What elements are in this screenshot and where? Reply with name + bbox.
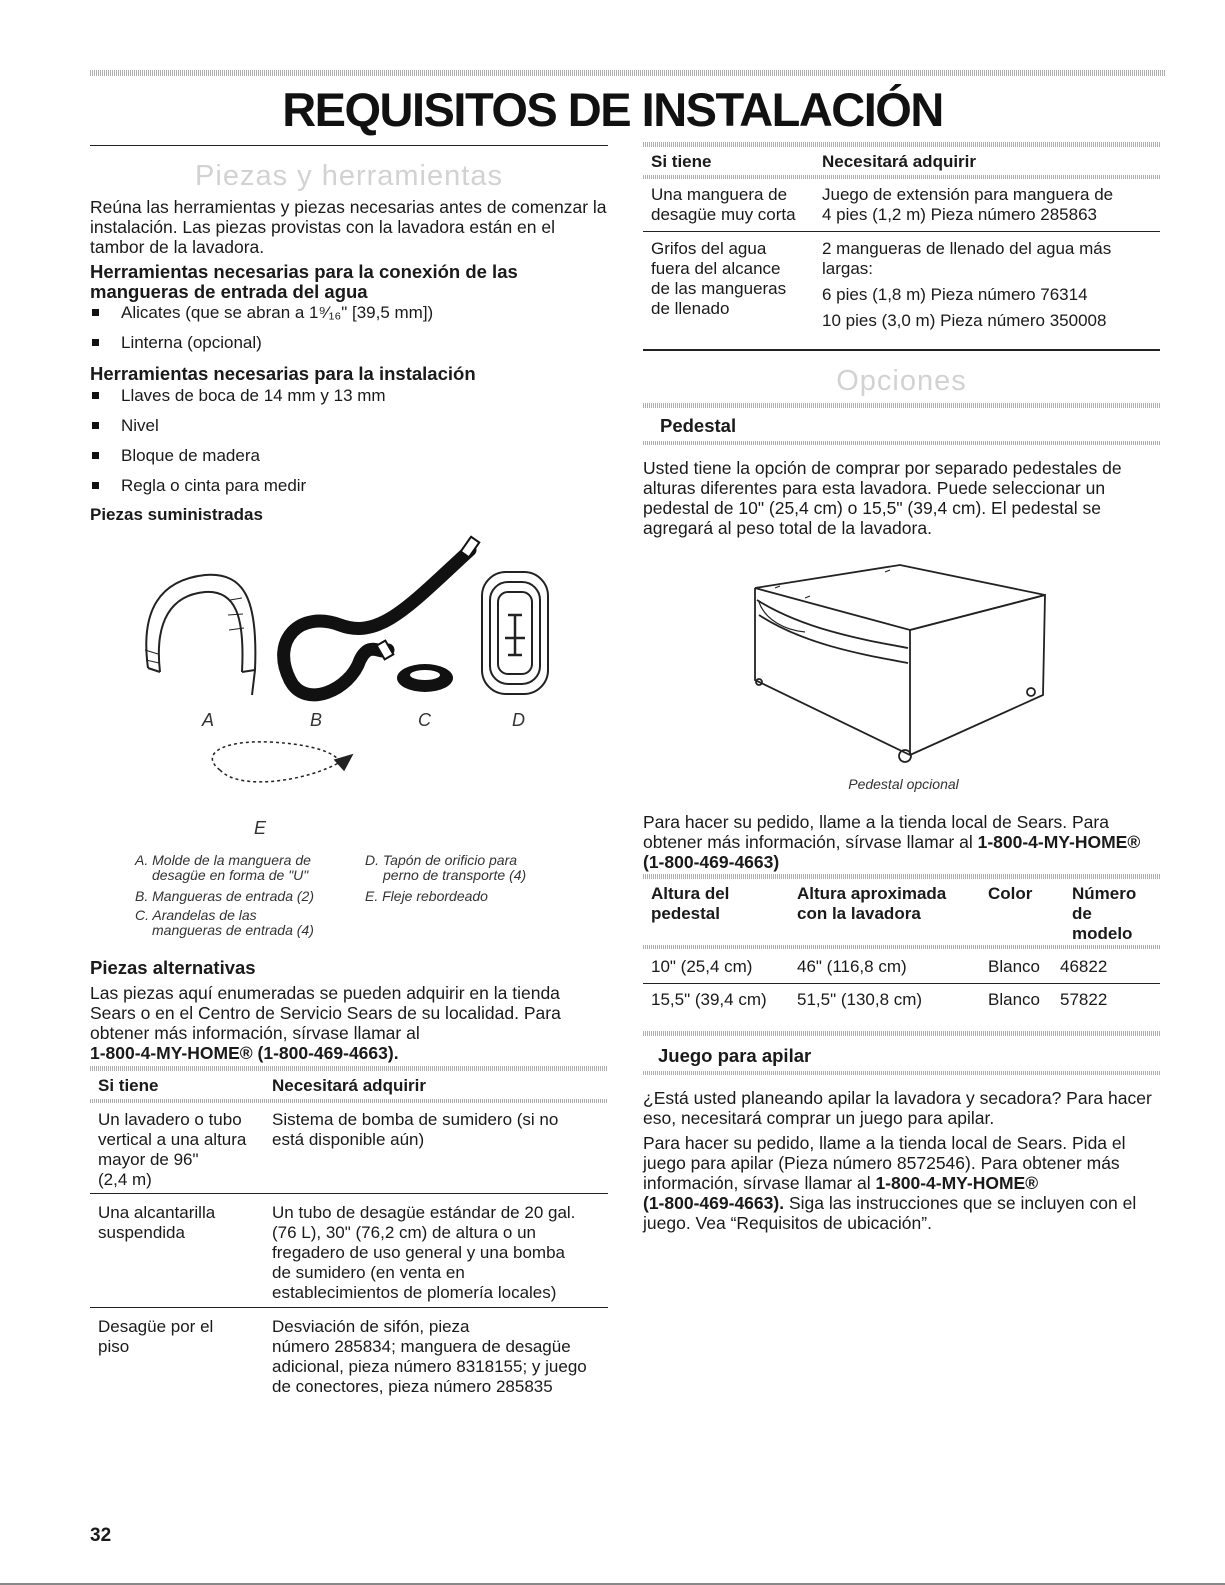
table-row-have: Una alcantarilla suspendida	[98, 1203, 216, 1242]
alt-phone: 1-800-4-MY-HOME® (1-800-469-4663).	[90, 1043, 399, 1063]
heading-supplied-parts: Piezas suministradas	[90, 505, 263, 524]
list-item: Regla o cinta para medir	[92, 476, 306, 496]
ped-table-cell: 51,5" (130,8 cm)	[797, 990, 923, 1009]
table-header-have: Si tiene	[98, 1076, 159, 1095]
pedestal-illustration	[745, 560, 1055, 765]
part-label-e: E	[254, 818, 267, 838]
heading-alt-parts: Piezas alternativas	[90, 957, 256, 978]
table-row-need: Desviación de sifón, pieza número 285834; manguera de desagüe adicional, pieza número 8318155; y juego de conectores, pieza número 285835	[272, 1317, 587, 1396]
page-title: REQUISITOS DE INSTALACIÓN	[282, 83, 943, 136]
ped-table-cell: 46" (116,8 cm)	[797, 957, 907, 976]
alt-text-line: Sears o en el Centro de Servicio Sears de su localidad. Para	[90, 1003, 561, 1023]
list-item: Linterna (opcional)	[92, 333, 262, 353]
caption-b: B. Mangueras de entrada (2)	[135, 888, 314, 904]
section-title-parts: Piezas y herramientas	[195, 160, 503, 192]
u-hose-form-icon	[145, 575, 255, 695]
table-row-have: Una manguera de desagüe muy corta	[651, 185, 796, 224]
stack-text-line: Para hacer su pedido, llame a la tienda local de Sears. Pida el	[643, 1133, 1126, 1153]
order-phone: 1-800-4-MY-HOME®	[977, 832, 1141, 852]
heading-stacking-kit: Juego para apilar	[658, 1045, 812, 1066]
stack-text-line: ¿Está usted planeando apilar la lavadora y secadora? Para hacer	[643, 1088, 1152, 1108]
table-row-have: Desagüe por el piso	[98, 1317, 214, 1356]
pedestal-text-line: alturas diferentes para esta lavadora. Puede seleccionar un	[643, 478, 1106, 498]
alt-text-line: obtener más información, sírvase llamar al	[90, 1023, 420, 1043]
part-label-d: D	[512, 710, 525, 730]
caption-d: D. Tapón de orificio para	[365, 852, 518, 868]
stack-text-line: juego para apilar (Pieza número 8572546). Para obtener más	[643, 1153, 1120, 1173]
caption-d-cont: perno de transporte (4)	[383, 867, 527, 883]
ped-table-header: Altura aproximada con la lavadora	[797, 884, 947, 923]
table-row-need: Juego de extensión para manguera de 4 pies (1,2 m) Pieza número 285863	[822, 185, 1114, 224]
stack-text-line: eso, necesitará comprar un juego para apilar.	[643, 1108, 995, 1128]
ped-table-cell: Blanco	[988, 990, 1040, 1009]
beaded-strap-icon	[212, 742, 352, 782]
pedestal-text-line: agregará al peso total de la lavadora.	[643, 518, 932, 538]
heading-pedestal: Pedestal	[660, 415, 737, 436]
caption-e: E. Fleje rebordeado	[365, 888, 488, 904]
order-text-line: obtener más información, sírvase llamar al 1-800-4-MY-HOME®	[643, 832, 1141, 852]
table-row-need: Un tubo de desagüe estándar de 20 gal. (76 L), 30" (76,2 cm) de altura o un fregadero de uso general y una bomba de sumidero (en venta en establecimientos de plomería locales)	[272, 1203, 576, 1302]
ped-table-cell: 46822	[1060, 957, 1108, 976]
alt-text-line: Las piezas aquí enumeradas se pueden adquirir en la tienda	[90, 983, 560, 1003]
hose-washer-icon	[397, 664, 453, 692]
caption-c: C. Arandelas de las	[135, 907, 257, 923]
page-number: 32	[90, 1525, 112, 1546]
table-row-have: Un lavadero o tubo vertical a una altura mayor de 96" (2,4 m)	[98, 1110, 247, 1189]
caption-a: A. Molde de la manguera de	[135, 852, 311, 868]
table-row-need: 2 mangueras de llenado del agua más largas: 6 pies (1,8 m) Pieza número 76314 10 pies (3,0 m) Pieza número 350008	[822, 239, 1112, 330]
heading-install-tools: Herramientas necesarias para la instalación	[90, 363, 476, 384]
caption-a-cont: desagüe en forma de "U"	[152, 867, 309, 883]
list-item: Bloque de madera	[92, 446, 260, 466]
part-label-a: A	[202, 710, 215, 730]
part-label-b: B	[310, 710, 323, 730]
supplied-parts-illustration	[130, 530, 570, 840]
section-title-options: Opciones	[836, 365, 967, 397]
pedestal-text-line: pedestal de 10" (25,4 cm) o 15,5" (39,4 cm). El pedestal se	[643, 498, 1101, 518]
table-row-have: Grifos del agua fuera del alcance de las mangueras de llenado	[651, 239, 787, 318]
inlet-hose-icon	[284, 537, 480, 695]
ped-table-header: Color	[988, 884, 1033, 903]
heading-hose-tools: Herramientas necesarias para la conexión de las mangueras de entrada del agua	[90, 261, 518, 302]
ped-table-cell: Blanco	[988, 957, 1040, 976]
table-row-need: Sistema de bomba de sumidero (si no está disponible aún)	[272, 1110, 559, 1149]
ped-table-header: Altura del pedestal	[651, 884, 730, 923]
ped-table-cell: 57822	[1060, 990, 1108, 1009]
table-header-need: Necesitará adquirir	[272, 1076, 427, 1095]
stack-text-line: información, sírvase llamar al 1-800-4-MY-HOME®	[643, 1173, 1039, 1193]
order-text-line: Para hacer su pedido, llame a la tienda local de Sears. Para	[643, 812, 1109, 832]
ped-table-cell: 15,5" (39,4 cm)	[651, 990, 767, 1009]
caption-c-cont: mangueras de entrada (4)	[152, 922, 314, 938]
ped-table-cell: 10" (25,4 cm)	[651, 957, 753, 976]
list-item: Alicates (que se abran a 1⁹⁄₁₆" [39,5 mm])	[92, 303, 433, 323]
table-header-have: Si tiene	[651, 152, 712, 171]
part-label-c: C	[418, 710, 431, 730]
pedestal-caption: Pedestal opcional	[848, 776, 959, 792]
stack-text-line: juego. Vea “Requisitos de ubicación”.	[643, 1213, 932, 1233]
stack-phone: 1-800-4-MY-HOME®	[875, 1173, 1039, 1193]
list-item: Llaves de boca de 14 mm y 13 mm	[92, 386, 386, 406]
table-header-need: Necesitará adquirir	[822, 152, 977, 171]
stack-phone-alt: (1-800-469-4663).	[643, 1193, 785, 1213]
parts-intro: Reúna las herramientas y piezas necesarias antes de comenzar la instalación. Las piezas provistas con la lavadora están en el tambor de la lavadora.	[90, 197, 607, 257]
order-phone-alt: (1-800-469-4663)	[643, 852, 780, 872]
list-item: Nivel	[92, 416, 159, 436]
stack-text-line: (1-800-469-4663). Siga las instrucciones que se incluyen con el	[643, 1193, 1137, 1213]
transport-plug-icon	[482, 572, 548, 694]
pedestal-text-line: Usted tiene la opción de comprar por separado pedestales de	[643, 458, 1122, 478]
ped-table-header: Número de modelo	[1072, 884, 1137, 943]
